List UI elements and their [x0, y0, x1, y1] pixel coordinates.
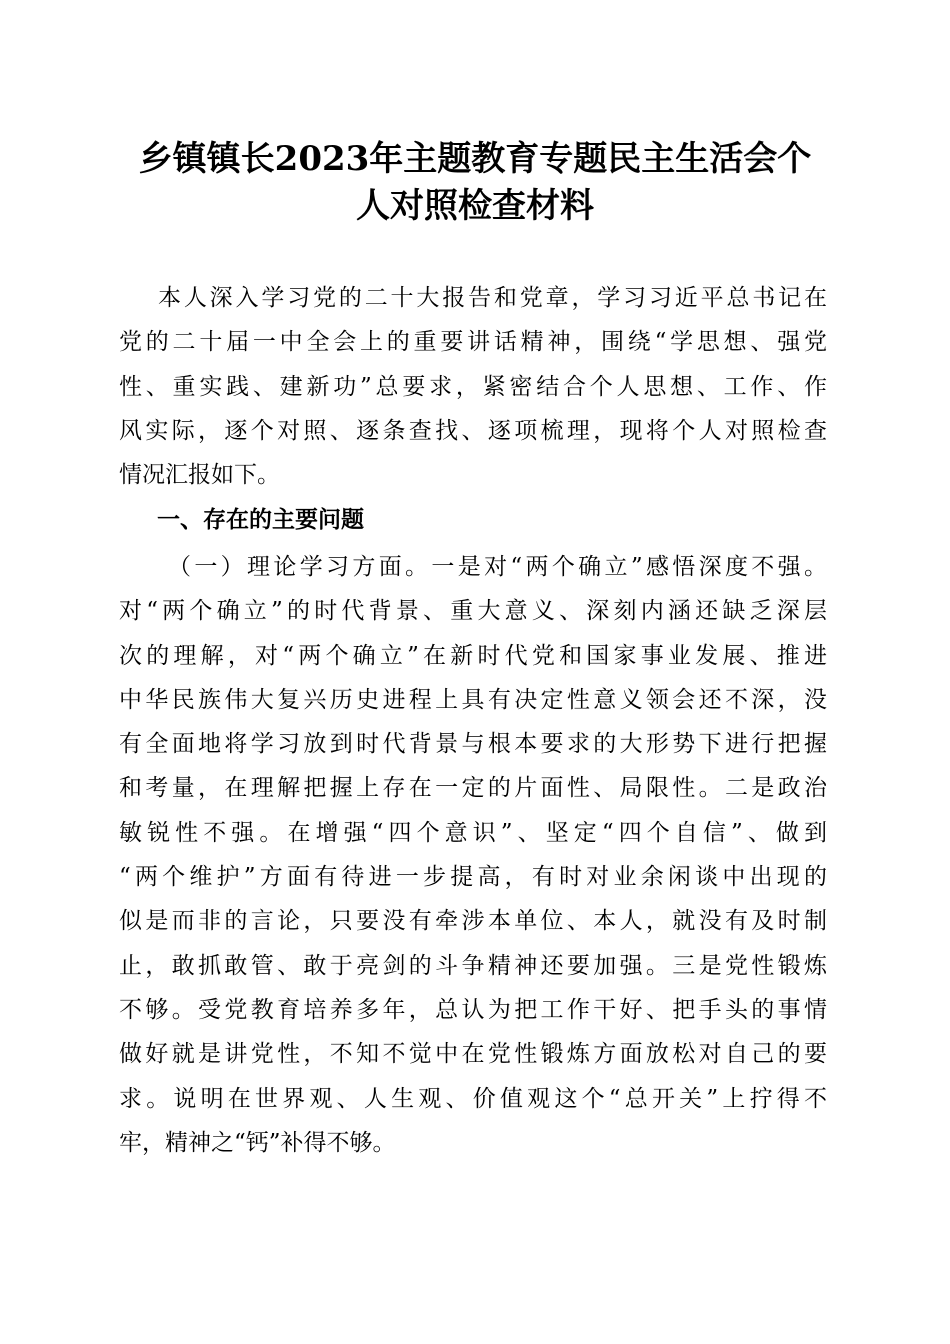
text-line: 做好就是讲党性，不知不觉中在党性锻炼方面放松对自己的要: [119, 1041, 827, 1068]
text-line: 对“两个确立”的时代背景、重大意义、深刻内涵还缺乏深层: [119, 598, 827, 625]
text-line: “两个维护”方面有待进一步提高，有时对业余闲谈中出现的: [119, 864, 827, 891]
theory-study-paragraph: [119, 545, 827, 1165]
text-line: 风实际，逐个对照、逐条查找、逐项梳理，现将个人对照检查: [119, 417, 827, 444]
text-line: 敏锐性不强。在增强“四个意识”、坚定“四个自信”、做到: [119, 819, 827, 846]
title-line-1: 乡镇镇长2023年主题教育专题民主生活会个: [138, 139, 812, 179]
text-line: 求。说明在世界观、人生观、价值观这个“总开关”上拧得不: [119, 1085, 827, 1112]
text-line: （一）理论学习方面。一是对“两个确立”感悟深度不强。: [168, 554, 827, 580]
text-line: 止，敢抓敢管、敢于亮剑的斗争精神还要加强。三是党性锻炼: [119, 952, 827, 979]
text-line: 中华民族伟大复兴历史进程上具有决定性意义领会还不深，没: [119, 686, 827, 713]
document-title: [110, 136, 840, 230]
text-line: 情况汇报如下。: [119, 462, 280, 489]
text-line: 次的理解，对“两个确立”在新时代党和国家事业发展、推进: [119, 642, 827, 669]
intro-paragraph: [119, 276, 827, 497]
text-line: 有全面地将学习放到时代背景与根本要求的大形势下进行把握: [119, 731, 827, 758]
text-line: 似是而非的言论，只要没有牵涉本单位、本人，就没有及时制: [119, 908, 827, 935]
text-line: 本人深入学习党的二十大报告和党章，学习习近平总书记在: [158, 285, 827, 311]
text-line: 党的二十届一中全会上的重要讲话精神，围绕“学思想、强党: [119, 329, 827, 356]
text-line: 性、重实践、建新功”总要求，紧密结合个人思想、工作、作: [119, 373, 827, 400]
title-line-2: 人对照检查材料: [356, 186, 594, 226]
text-line: 不够。受党教育培养多年，总认为把工作干好、把手头的事情: [119, 996, 827, 1023]
section-heading: 一、存在的主要问题: [157, 507, 364, 533]
text-line: 和考量，在理解把握上存在一定的片面性、局限性。二是政治: [119, 775, 827, 802]
text-line: 牢，精神之“钙”补得不够。: [119, 1129, 396, 1156]
